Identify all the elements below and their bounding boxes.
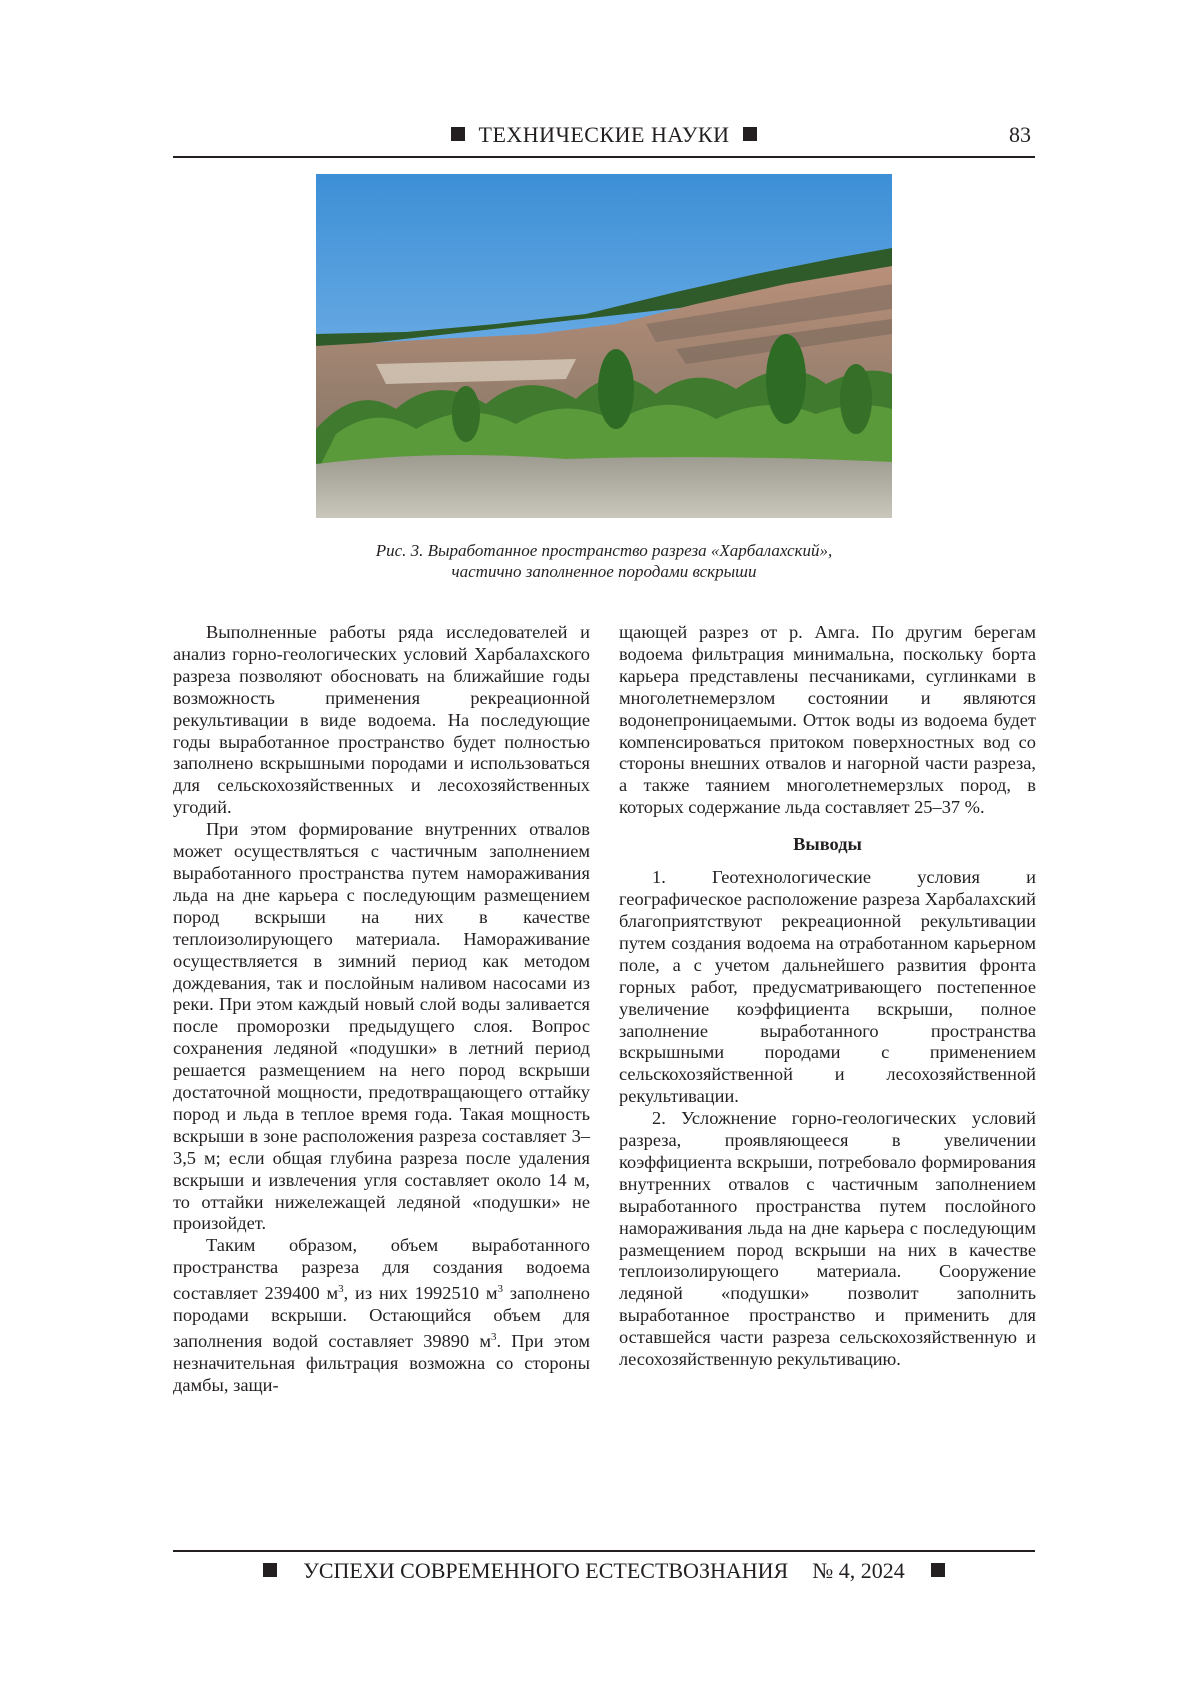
page-number: 83: [1009, 122, 1031, 147]
journal-title: УСПЕХИ СОВРЕМЕННОГО ЕСТЕСТВОЗНАНИЯ: [303, 1558, 789, 1583]
issue-number: № 4, 2024: [812, 1558, 905, 1583]
paragraph: Выполненные работы ряда исследователей и анализ горно-геологических условий Харбалахского разреза позволяют обосновать на ближайшие годы возможность применения рекреационной рекультивации в виде водоема. На последующие годы выработанное пространство будет полностью заполнено вскрышными породами и использоваться для сельскохозяйственных и лесохозяйственных угодий.: [173, 622, 590, 818]
square-bullet-icon: [263, 1563, 277, 1577]
right-column: [619, 622, 1036, 1371]
paragraph-text: , из них 1992510 м: [343, 1283, 498, 1304]
square-bullet-icon: [743, 127, 757, 141]
caption-line: частично заполненное породами вскрыши: [451, 562, 757, 581]
figure-photo: [316, 174, 892, 518]
superscript: 3: [338, 1283, 344, 1296]
paragraph-text: . При этом незначительная фильтрация возможна со стороны дамбы, защи-: [173, 1331, 590, 1396]
header-section: [173, 122, 1035, 148]
paragraph: [173, 1235, 590, 1397]
running-header: [173, 120, 1035, 158]
paragraph-text: Таким образом, объем выработанного пространства разреза для создания водоема составляет 239400 м: [173, 1235, 590, 1304]
paragraph: щающей разрез от р. Амга. По другим берегам водоема фильтрация минимальна, поскольку борта карьера представлены песчаниками, суглинками в многолетнемерзлом состоянии и являются водонепроницаемыми. Отток воды из водоема будет компенсироваться притоком поверхностных вод со стороны внешних отвалов и нагорной части разреза, а также таянием многолетнемерзлых пород, в которых содержание льда составляет 25–37 %.: [619, 622, 1036, 818]
conclusion-item: 1. Геотехнологические условия и географическое расположение разреза Харбалахский благоприятствуют рекреационной рекультивации путем создания водоема на отработанном карьерном поле, а с учетом дальнейшего развития фронта горных работ, предусматривающего постепенное увеличение коэффициента вскрыши, полное заполнение выработанного пространства вскрышными породами с применением сельскохозяйственной и лесохозяйственной рекультивации.: [619, 867, 1036, 1107]
section-title: ТЕХНИЧЕСКИЕ НАУКИ: [478, 122, 730, 147]
paragraph-text: заполнено породами вскрыши. Остающийся объем для заполнения водой составляет 39890 м: [173, 1283, 590, 1352]
square-bullet-icon: [451, 127, 465, 141]
figure-caption: [173, 540, 1035, 582]
running-footer: [173, 1550, 1035, 1584]
caption-line: Рис. 3. Выработанное пространство разреза «Харбалахский»,: [375, 541, 833, 560]
superscript: 3: [497, 1283, 503, 1296]
superscript: 3: [491, 1331, 497, 1344]
section-heading: Выводы: [793, 834, 862, 855]
conclusion-item: 2. Усложнение горно-геологических условий разреза, проявляющееся в увеличении коэффициента вскрыши, потребовало формирования внутренних отвалов с частичным заполнением выработанного пространства путем послойного намораживания льда на дне карьера с последующим размещением пород вскрыши на них в качестве теплоизолирующего материала. Сооружение ледяной «подушки» позволит заполнить выработанное пространство и применить для оставшейся части разреза сельскохозяйственную и лесохозяйственную рекультивацию.: [619, 1108, 1036, 1370]
left-column: [173, 622, 590, 1397]
square-bullet-icon: [931, 1563, 945, 1577]
paragraph: При этом формирование внутренних отвалов может осуществляться с частичным заполнением выработанного пространства путем намораживания льда на дне карьера с последующим размещением пород вскрыши на них в качестве теплоизолирующего материала. Намораживание осуществляется в зимний период как методом дождевания, так и послойным наливом насосами из реки. При этом каждый новый слой воды заливается после проморозки предыдущего слоя. Вопрос сохранения ледяной «подушки» в летний период решается размещением на него пород вскрыши достаточной мощности, предотвращающего оттайку пород и льда в теплое время года. Такая мощность вскрыши в зоне расположения разреза составляет 3–3,5 м; если общая глубина разреза после удаления вскрыши и извлечения угля составляет около 14 м, то оттайки нижележащей ледяной «подушки» не произойдет.: [173, 819, 590, 1234]
